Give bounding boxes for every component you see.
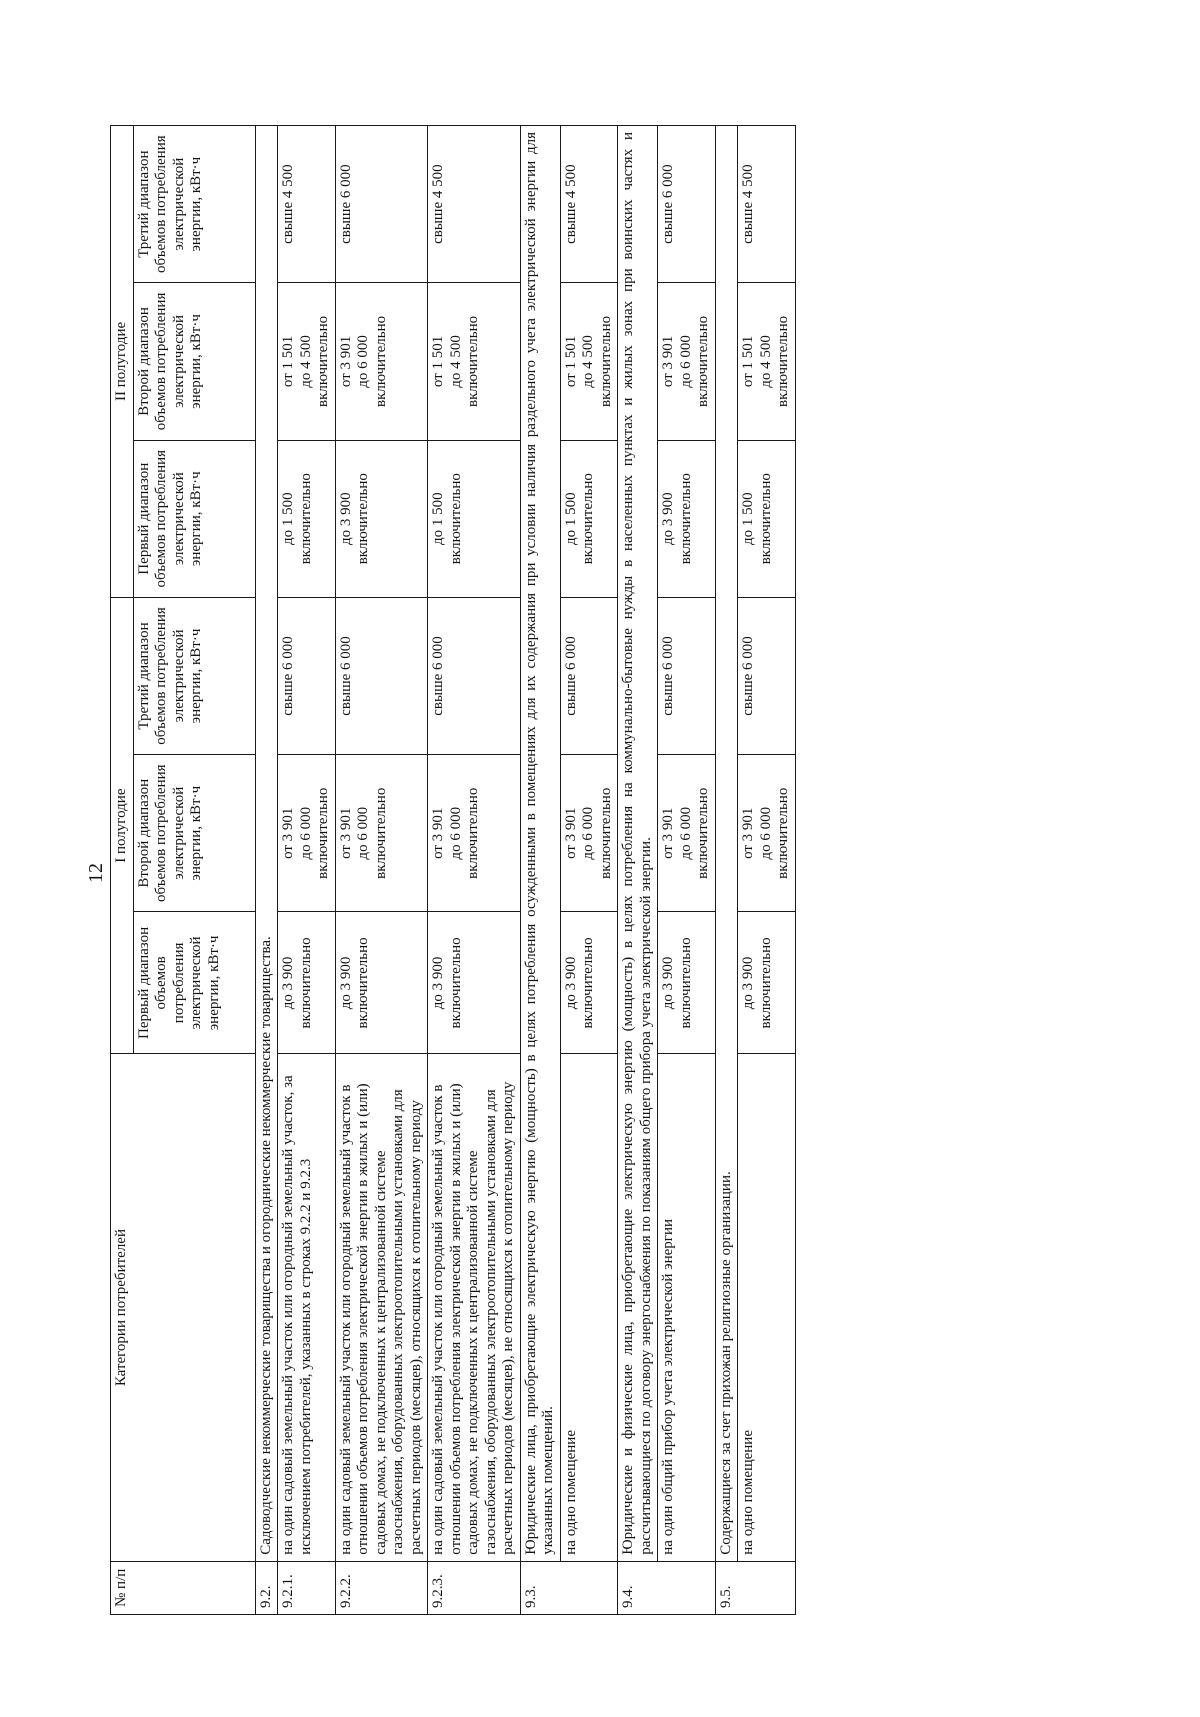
- range-value-line: свыше 6 000: [740, 636, 756, 716]
- header-h1-range-2: Второй диапазон объемов потребления электрической энергии, кВт·ч: [133, 755, 255, 912]
- range-value-line: до 3 900: [740, 956, 756, 1010]
- range-value-line: включительно: [775, 787, 791, 879]
- range-value-line: до 4 500: [757, 335, 774, 388]
- h1-range-2-cell: [658, 755, 716, 912]
- row-number: 9.2.: [255, 1561, 278, 1614]
- range-value-line: до 6 000: [580, 806, 596, 860]
- header-h1-range-3: Третий диапазон объемов потребления электрической энергии, кВт·ч: [133, 597, 255, 754]
- row-number: 9.4.: [618, 1561, 716, 1614]
- section-heading: Садоводческие некоммерческие товарищества и огороднические некоммерческие товарищества.: [255, 126, 278, 1562]
- range-value-line: до 6 000: [677, 335, 694, 388]
- range-value-line: от 3 901: [337, 335, 354, 388]
- h1-range-3-cell: [560, 597, 618, 754]
- table-row: [278, 126, 336, 1615]
- row-number: 9.2.2.: [335, 1561, 428, 1614]
- h2-range-2-cell: [278, 283, 336, 440]
- range-value-line: до 3 900: [660, 492, 676, 546]
- table-row: [428, 126, 521, 1615]
- h1-range-3-cell: [335, 597, 428, 754]
- range-value-line: до 3 900: [660, 956, 676, 1010]
- range-value-line: до 3 900: [337, 956, 354, 1010]
- range-value-line: свыше 6 000: [430, 636, 446, 716]
- row-number: 9.2.3.: [428, 1561, 521, 1614]
- range-value-line: до 3 900: [562, 956, 579, 1010]
- range-value-line: от 3 901: [740, 807, 756, 859]
- range-value-line: до 6 000: [297, 806, 314, 860]
- range-value-line: свыше 6 000: [280, 636, 296, 716]
- rotated-table-area: [110, 125, 1055, 1615]
- range-value-line: включительно: [355, 473, 371, 565]
- category-text: на одно помещение: [560, 1054, 618, 1561]
- range-value-line: от 1 501: [740, 335, 756, 388]
- h2-range-3-cell: [335, 126, 428, 283]
- range-value-line: включительно: [465, 315, 481, 408]
- range-value-line: до 1 500: [280, 492, 296, 546]
- range-value-line: включительно: [580, 473, 596, 565]
- table-row: [618, 126, 658, 1615]
- category-text: на один садовый земельный участок или огородный земельный участок в отношении объемов потребления электрической энергии в жилых и (или) садовых домах, не подключенных к централизованной системе газоснабжения, оборудованных электроотопительными установками для расчетных периодов (месяцев), не относящихся к отопительному периоду: [428, 1054, 521, 1561]
- range-value-line: включительно: [597, 787, 614, 879]
- range-value-line: включительно: [775, 315, 791, 408]
- h1-range-3-cell: [428, 597, 521, 754]
- h1-range-1-cell: [278, 912, 336, 1054]
- range-value-line: включительно: [677, 937, 694, 1029]
- range-value-line: от 3 901: [430, 807, 446, 859]
- header-number: № п/п: [111, 1561, 256, 1614]
- range-value-line: до 4 500: [580, 335, 596, 388]
- h1-range-1-cell: [738, 912, 796, 1054]
- header-second-half: II полугодие: [111, 126, 134, 598]
- h2-range-3-cell: [738, 126, 796, 283]
- h2-range-1-cell: [428, 440, 521, 597]
- range-value-line: до 6 000: [355, 335, 371, 388]
- h2-range-3-cell: [560, 126, 618, 283]
- range-value-line: включительно: [447, 473, 464, 565]
- category-text: на один садовый земельный участок или огородный земельный участок в отношении объемов потребления электрической энергии в жилых и (или) садовых домах, не подключенных к централизованной системе газоснабжения, оборудованных электроотопительными установками для расчетных периодов (месяцев), относящихся к отопительному периоду: [335, 1054, 428, 1561]
- h1-range-1-cell: [428, 912, 521, 1054]
- range-value-line: свыше 6 000: [660, 636, 676, 716]
- range-value-line: от 3 901: [660, 807, 676, 859]
- header-category: Категории потребителей: [111, 1054, 256, 1561]
- table-row: [560, 126, 618, 1615]
- range-value-line: свыше 6 000: [337, 636, 354, 716]
- range-value-line: включительно: [677, 473, 694, 565]
- h2-range-1-cell: [658, 440, 716, 597]
- range-value-line: до 4 500: [447, 335, 464, 388]
- range-value-line: до 3 900: [430, 956, 446, 1010]
- h1-range-2-cell: [428, 755, 521, 912]
- table-row: [255, 126, 278, 1615]
- h1-range-2-cell: [278, 755, 336, 912]
- header-first-half: I полугодие: [111, 597, 134, 1054]
- range-value-line: свыше 4 500: [430, 164, 446, 244]
- h2-range-1-cell: [278, 440, 336, 597]
- h2-range-2-cell: [428, 283, 521, 440]
- h1-range-3-cell: [278, 597, 336, 754]
- range-value-line: свыше 6 000: [660, 164, 676, 244]
- table-row: [658, 126, 716, 1615]
- section-heading: Содержащиеся за счет прихожан религиозные организации.: [715, 126, 738, 1562]
- h1-range-2-cell: [560, 755, 618, 912]
- range-value-line: включительно: [757, 937, 774, 1029]
- category-text: на одно помещение: [738, 1054, 796, 1561]
- range-value-line: до 6 000: [355, 806, 371, 860]
- range-value-line: до 6 000: [757, 806, 774, 860]
- range-value-line: включительно: [580, 937, 596, 1029]
- range-value-line: включительно: [315, 787, 331, 879]
- table-row: [715, 126, 738, 1615]
- range-value-line: включительно: [355, 937, 371, 1029]
- range-value-line: до 6 000: [677, 806, 694, 860]
- h2-range-1-cell: [738, 440, 796, 597]
- range-value-line: включительно: [757, 473, 774, 565]
- h1-range-3-cell: [738, 597, 796, 754]
- range-value-line: включительно: [297, 473, 314, 565]
- section-heading: Юридические и физические лица, приобретающие электрическую энергию (мощность) в целях потребления на коммунально-бытовые нужды в населенных пунктах и жилых зонах при воинских частях и рассчитывающиеся по договору энергоснабжения по показаниям общего прибора учета электрической энергии.: [618, 126, 658, 1562]
- h2-range-1-cell: [560, 440, 618, 597]
- range-value-line: свыше 4 500: [562, 164, 579, 244]
- range-value-line: до 3 900: [280, 956, 296, 1010]
- category-text: на один общий прибор учета электрической энергии: [658, 1054, 716, 1561]
- page-number: 12: [85, 863, 107, 883]
- h1-range-2-cell: [335, 755, 428, 912]
- range-value-line: включительно: [447, 937, 464, 1029]
- range-value-line: до 3 900: [337, 492, 354, 546]
- range-value-line: включительно: [597, 315, 614, 408]
- range-value-line: от 1 501: [430, 335, 446, 388]
- row-number: 9.3.: [520, 1561, 618, 1614]
- h1-range-1-cell: [658, 912, 716, 1054]
- range-value-line: до 1 500: [740, 492, 756, 546]
- h2-range-3-cell: [428, 126, 521, 283]
- range-value-line: от 1 501: [562, 335, 579, 388]
- h1-range-1-cell: [335, 912, 428, 1054]
- h2-range-2-cell: [335, 283, 428, 440]
- range-value-line: свыше 4 500: [280, 164, 296, 244]
- range-value-line: включительно: [695, 315, 711, 408]
- h1-range-2-cell: [738, 755, 796, 912]
- range-value-line: включительно: [297, 937, 314, 1029]
- range-value-line: включительно: [315, 315, 331, 408]
- range-value-line: от 3 901: [337, 807, 354, 859]
- table-row: [738, 126, 796, 1615]
- header-h2-range-2: Второй диапазон объемов потребления электрической энергии, кВт·ч: [133, 283, 255, 440]
- h2-range-1-cell: [335, 440, 428, 597]
- range-value-line: от 3 901: [660, 335, 676, 388]
- table-row: [520, 126, 560, 1615]
- range-value-line: от 1 501: [280, 335, 296, 388]
- range-value-line: от 3 901: [562, 807, 579, 859]
- range-value-line: свыше 4 500: [740, 164, 756, 244]
- section-heading: Юридические лица, приобретающие электрическую энергию (мощность) в целях потребления осужденными в помещениях для их содержания при условии наличия раздельного учета электрической энергии для указанных помещений.: [520, 126, 560, 1562]
- range-value-line: включительно: [372, 315, 389, 408]
- category-text: на один садовый земельный участок или огородный земельный участок, за исключением потребителей, указанных в строках 9.2.2 и 9.2.3: [278, 1054, 336, 1561]
- h2-range-2-cell: [658, 283, 716, 440]
- header-h2-range-3: Третий диапазон объемов потребления электрической энергии, кВт·ч: [133, 126, 255, 283]
- h1-range-1-cell: [560, 912, 618, 1054]
- h2-range-2-cell: [738, 283, 796, 440]
- range-value-line: включительно: [695, 787, 711, 879]
- h2-range-2-cell: [560, 283, 618, 440]
- h2-range-3-cell: [658, 126, 716, 283]
- range-value-line: до 6 000: [447, 806, 464, 860]
- range-value-line: включительно: [465, 787, 481, 879]
- range-value-line: до 1 500: [430, 492, 446, 546]
- row-number: 9.2.1.: [278, 1561, 336, 1614]
- h2-range-3-cell: [278, 126, 336, 283]
- header-h1-range-1: Первый диапазон объемов потребления электрической энергии, кВт·ч: [133, 912, 255, 1054]
- h1-range-3-cell: [658, 597, 716, 754]
- range-value-line: от 3 901: [280, 807, 296, 859]
- range-value-line: свыше 6 000: [562, 636, 579, 716]
- table-row: [335, 126, 428, 1615]
- range-value-line: до 1 500: [562, 492, 579, 546]
- range-value-line: до 4 500: [297, 335, 314, 388]
- range-value-line: свыше 6 000: [337, 164, 354, 244]
- range-value-line: включительно: [372, 787, 389, 879]
- header-h2-range-1: Первый диапазон объемов потребления электрической энергии, кВт·ч: [133, 440, 255, 597]
- tariff-ranges-table: [110, 125, 796, 1615]
- row-number: 9.5.: [715, 1561, 795, 1614]
